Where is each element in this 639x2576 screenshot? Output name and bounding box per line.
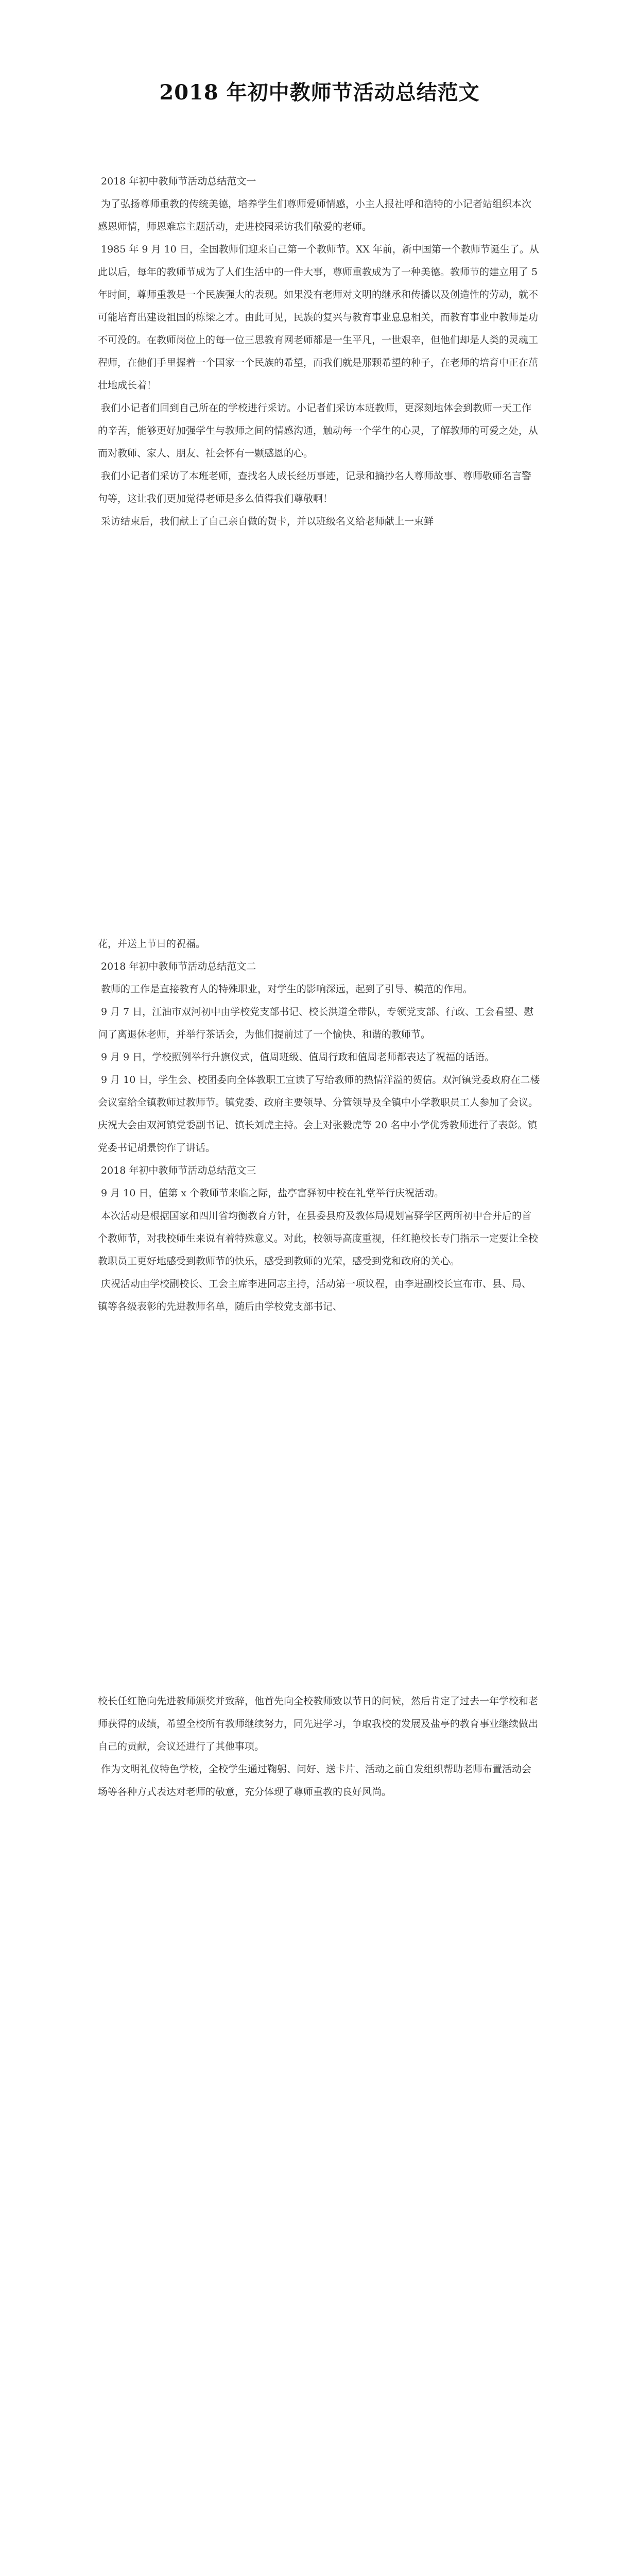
paragraph: 庆祝活动由学校副校长、工会主席李进同志主持，活动第一项议程，由李进副校长宣布市、县、局、镇等各级表彰的先进教师名单，随后由学校党支部书记、 xyxy=(98,1278,532,1312)
paragraph: 教师的工作是直接教育人的特殊职业，对学生的影响深远，起到了引导、模范的作用。 xyxy=(101,984,473,995)
paragraph-continuation: 校长任红艳向先进教师颁奖并致辞，他首先向全校教师致以节日的问候，然后肯定了过去一年学校和老师获得的成绩，希望全校所有教师继续努力，同先进学习，争取我校的发展及盐亭的教育事业继续做出自己的贡献，会议还进行了其他事项。 xyxy=(98,1696,539,1752)
paragraph: 作为文明礼仪特色学校，全校学生通过鞠躬、问好、送卡片、活动之前自发组织帮助老师布置活动会场等各种方式表达对老师的敬意，充分体现了尊师重教的良好风尚。 xyxy=(98,1764,532,1798)
paragraph: 1985 年 9 月 10 日，全国教师们迎来自己第一个教师节。XX 年前，新中国第一个教师节诞生了。从此以后，每年的教师节成为了人们生活中的一件大事，尊师重教成为了一种美德。教师节的建立用了 5 年时间，尊师重教是一个民族强大的表现。如果没有老师对文明的继承和传播以及创造性的劳动，就不可能培育出建设祖国的栋梁之才。由此可见，民族的复兴与教育事业息息相关，而教育事业中教师是功不可没的。在教师岗位上的每一位三思教育网老师都是一生平凡，一世艰辛，但他们却是人类的灵魂工程师，在他们手里握着一个国家一个民族的希望，而我们就是那颗希望的种子，在老师的培育中正在茁壮地成长着！ xyxy=(98,244,539,391)
section-three-heading: 2018 年初中教师节活动总结范文三 xyxy=(101,1165,256,1176)
section-three-continuation xyxy=(98,1690,541,1803)
paragraph: 我们小记者们采访了本班老师，查找名人成长经历事迹，记录和摘抄名人尊师故事、尊师敬师名言警句等，这让我们更加觉得老师是多么值得我们尊敬啊！ xyxy=(98,470,532,504)
paragraph: 采访结束后，我们献上了自己亲自做的贺卡，并以班级名义给老师献上一束鲜 xyxy=(101,516,434,527)
paragraph: 9 月 7 日，江油市双河初中由学校党支部书记、校长洪道全带队，专领党支部、行政、工会看望、慰问了离退休老师，并举行茶话会，为他们提前过了一个愉快、和谐的教师节。 xyxy=(98,1006,534,1040)
paragraph: 9 月 9 日，学校照例举行升旗仪式，值周班级、值周行政和值周老师都表达了祝福的话语。 xyxy=(101,1052,495,1063)
section-two-heading: 2018 年初中教师节活动总结范文二 xyxy=(101,961,256,972)
section-one xyxy=(98,170,541,533)
paragraph-continuation: 花，并送上节日的祝福。 xyxy=(98,938,206,950)
section-two xyxy=(98,933,541,1318)
paragraph: 我们小记者们回到自己所在的学校进行采访。小记者们采访本班教师，更深刻地体会到教师一天工作的辛苦，能够更好加强学生与教师之间的情感沟通，触动每一个学生的心灵，了解教师的可爱之处，从而对教师、家人、朋友、社会怀有一颗感恩的心。 xyxy=(98,402,539,459)
paragraph: 本次活动是根据国家和四川省均衡教育方针，在县委县府及教体局规划富驿学区两所初中合并后的首个教师节，对我校师生来说有着特殊意义。对此，校领导高度重视，任红艳校长专门指示一定要让全校教职员工更好地感受到教师节的快乐，感受到教师的光荣，感受到党和政府的关心。 xyxy=(98,1210,539,1267)
paragraph: 9 月 10 日，值第 x 个教师节来临之际，盐亭富驿初中校在礼堂举行庆祝活动。 xyxy=(101,1188,444,1199)
document-title: 2018 年初中教师节活动总结范文 xyxy=(159,80,480,105)
paragraph: 为了弘扬尊师重教的传统美德，培养学生们尊师爱师情感，小主人报社呼和浩特的小记者站组织本次感恩师情，师恩难忘主题活动，走进校园采访我们敬爱的老师。 xyxy=(98,198,532,232)
section-one-heading: 2018 年初中教师节活动总结范文一 xyxy=(101,176,256,187)
paragraph: 9 月 10 日，学生会、校团委向全体教职工宣读了写给教师的热情洋溢的贺信。双河镇党委政府在二楼会议室给全镇教师过教师节。镇党委、政府主要领导、分管领导及全镇中小学教职员工人参加了会议。庆祝大会由双河镇党委副书记、镇长刘虎主持。会上对张毅虎等 20 名中小学优秀教师进行了表彰。镇党委书记胡景钧作了讲话。 xyxy=(98,1074,540,1154)
